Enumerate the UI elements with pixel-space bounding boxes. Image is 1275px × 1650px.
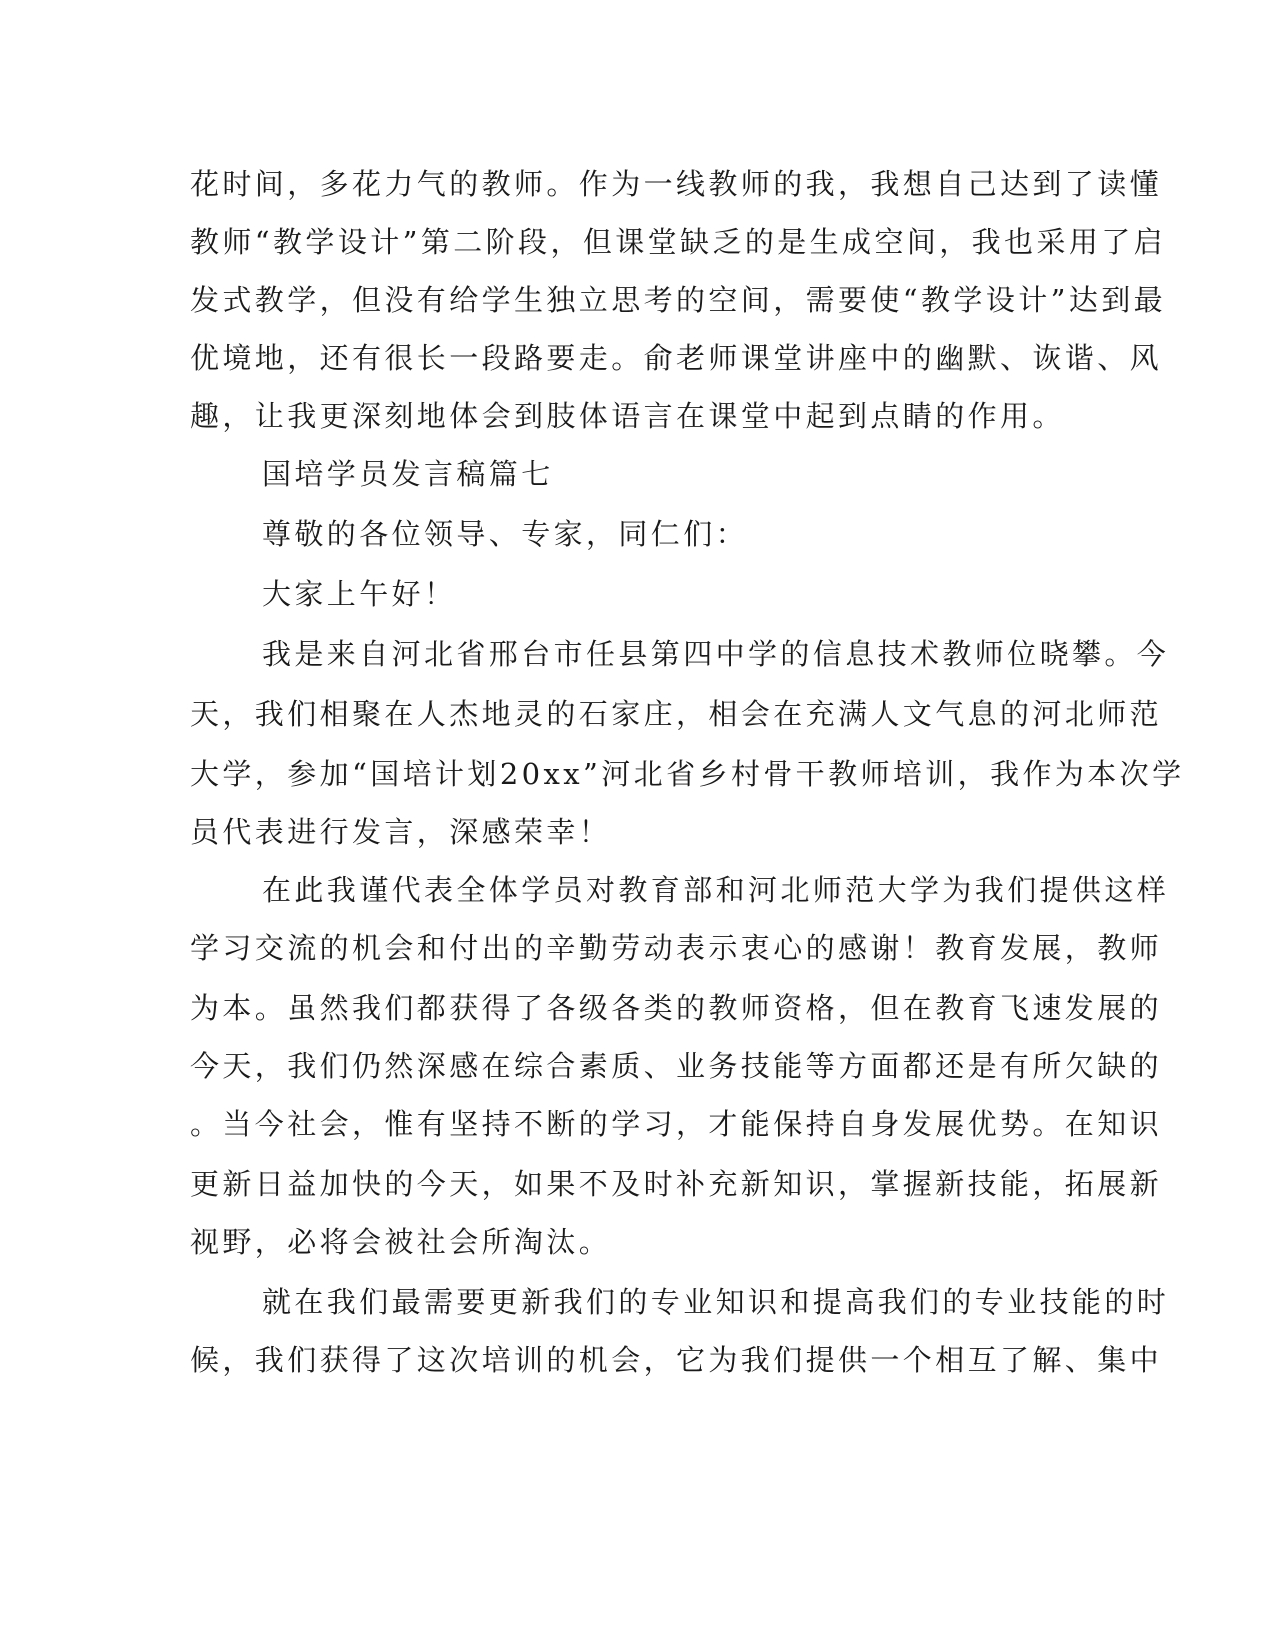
section-heading: 国培学员发言稿篇七 — [262, 457, 554, 491]
text-line: 视野，必将会被社会所淘汰。 — [190, 1225, 612, 1259]
text-line: 教师“教学设计”第二阶段，但课堂缺乏的是生成空间，我也采用了启 — [190, 225, 1167, 259]
text-line: 在此我谨代表全体学员对教育部和河北师范大学为我们提供这样 — [262, 873, 1170, 907]
text-line: 优境地，还有很长一段路要走。俞老师课堂讲座中的幽默、诙谐、风 — [190, 341, 1163, 375]
text-line: 。当今社会，惟有坚持不断的学习，才能保持自身发展优势。在知识 — [190, 1107, 1163, 1141]
text-line: 趣，让我更深刻地体会到肢体语言在课堂中起到点睛的作用。 — [190, 399, 1065, 433]
text-line: 发式教学，但没有给学生独立思考的空间，需要使“教学设计”达到最 — [190, 283, 1167, 317]
text-line: 天，我们相聚在人杰地灵的石家庄，相会在充满人文气息的河北师范 — [190, 697, 1163, 731]
text-line: 就在我们最需要更新我们的专业知识和提高我们的专业技能的时 — [262, 1285, 1170, 1319]
text-line: 候，我们获得了这次培训的机会，它为我们提供一个相互了解、集中 — [190, 1343, 1163, 1377]
text-line: 员代表进行发言，深感荣幸！ — [190, 815, 612, 849]
greeting: 大家上午好！ — [262, 577, 457, 611]
text-line: 更新日益加快的今天，如果不及时补充新知识，掌握新技能，拓展新 — [190, 1167, 1163, 1201]
text-line: 大学，参加“国培计划20xx”河北省乡村骨干教师培训，我作为本次学 — [190, 757, 1185, 791]
text-line: 学习交流的机会和付出的辛勤劳动表示衷心的感谢！教育发展，教师 — [190, 931, 1163, 965]
salutation: 尊敬的各位领导、专家，同仁们： — [262, 517, 749, 551]
text-line: 为本。虽然我们都获得了各级各类的教师资格，但在教育飞速发展的 — [190, 991, 1163, 1025]
text-line: 我是来自河北省邢台市任县第四中学的信息技术教师位晓攀。今 — [262, 637, 1170, 671]
text-line: 今天，我们仍然深感在综合素质、业务技能等方面都还是有所欠缺的 — [190, 1049, 1163, 1083]
text-line: 花时间，多花力气的教师。作为一线教师的我，我想自己达到了读懂 — [190, 167, 1163, 201]
